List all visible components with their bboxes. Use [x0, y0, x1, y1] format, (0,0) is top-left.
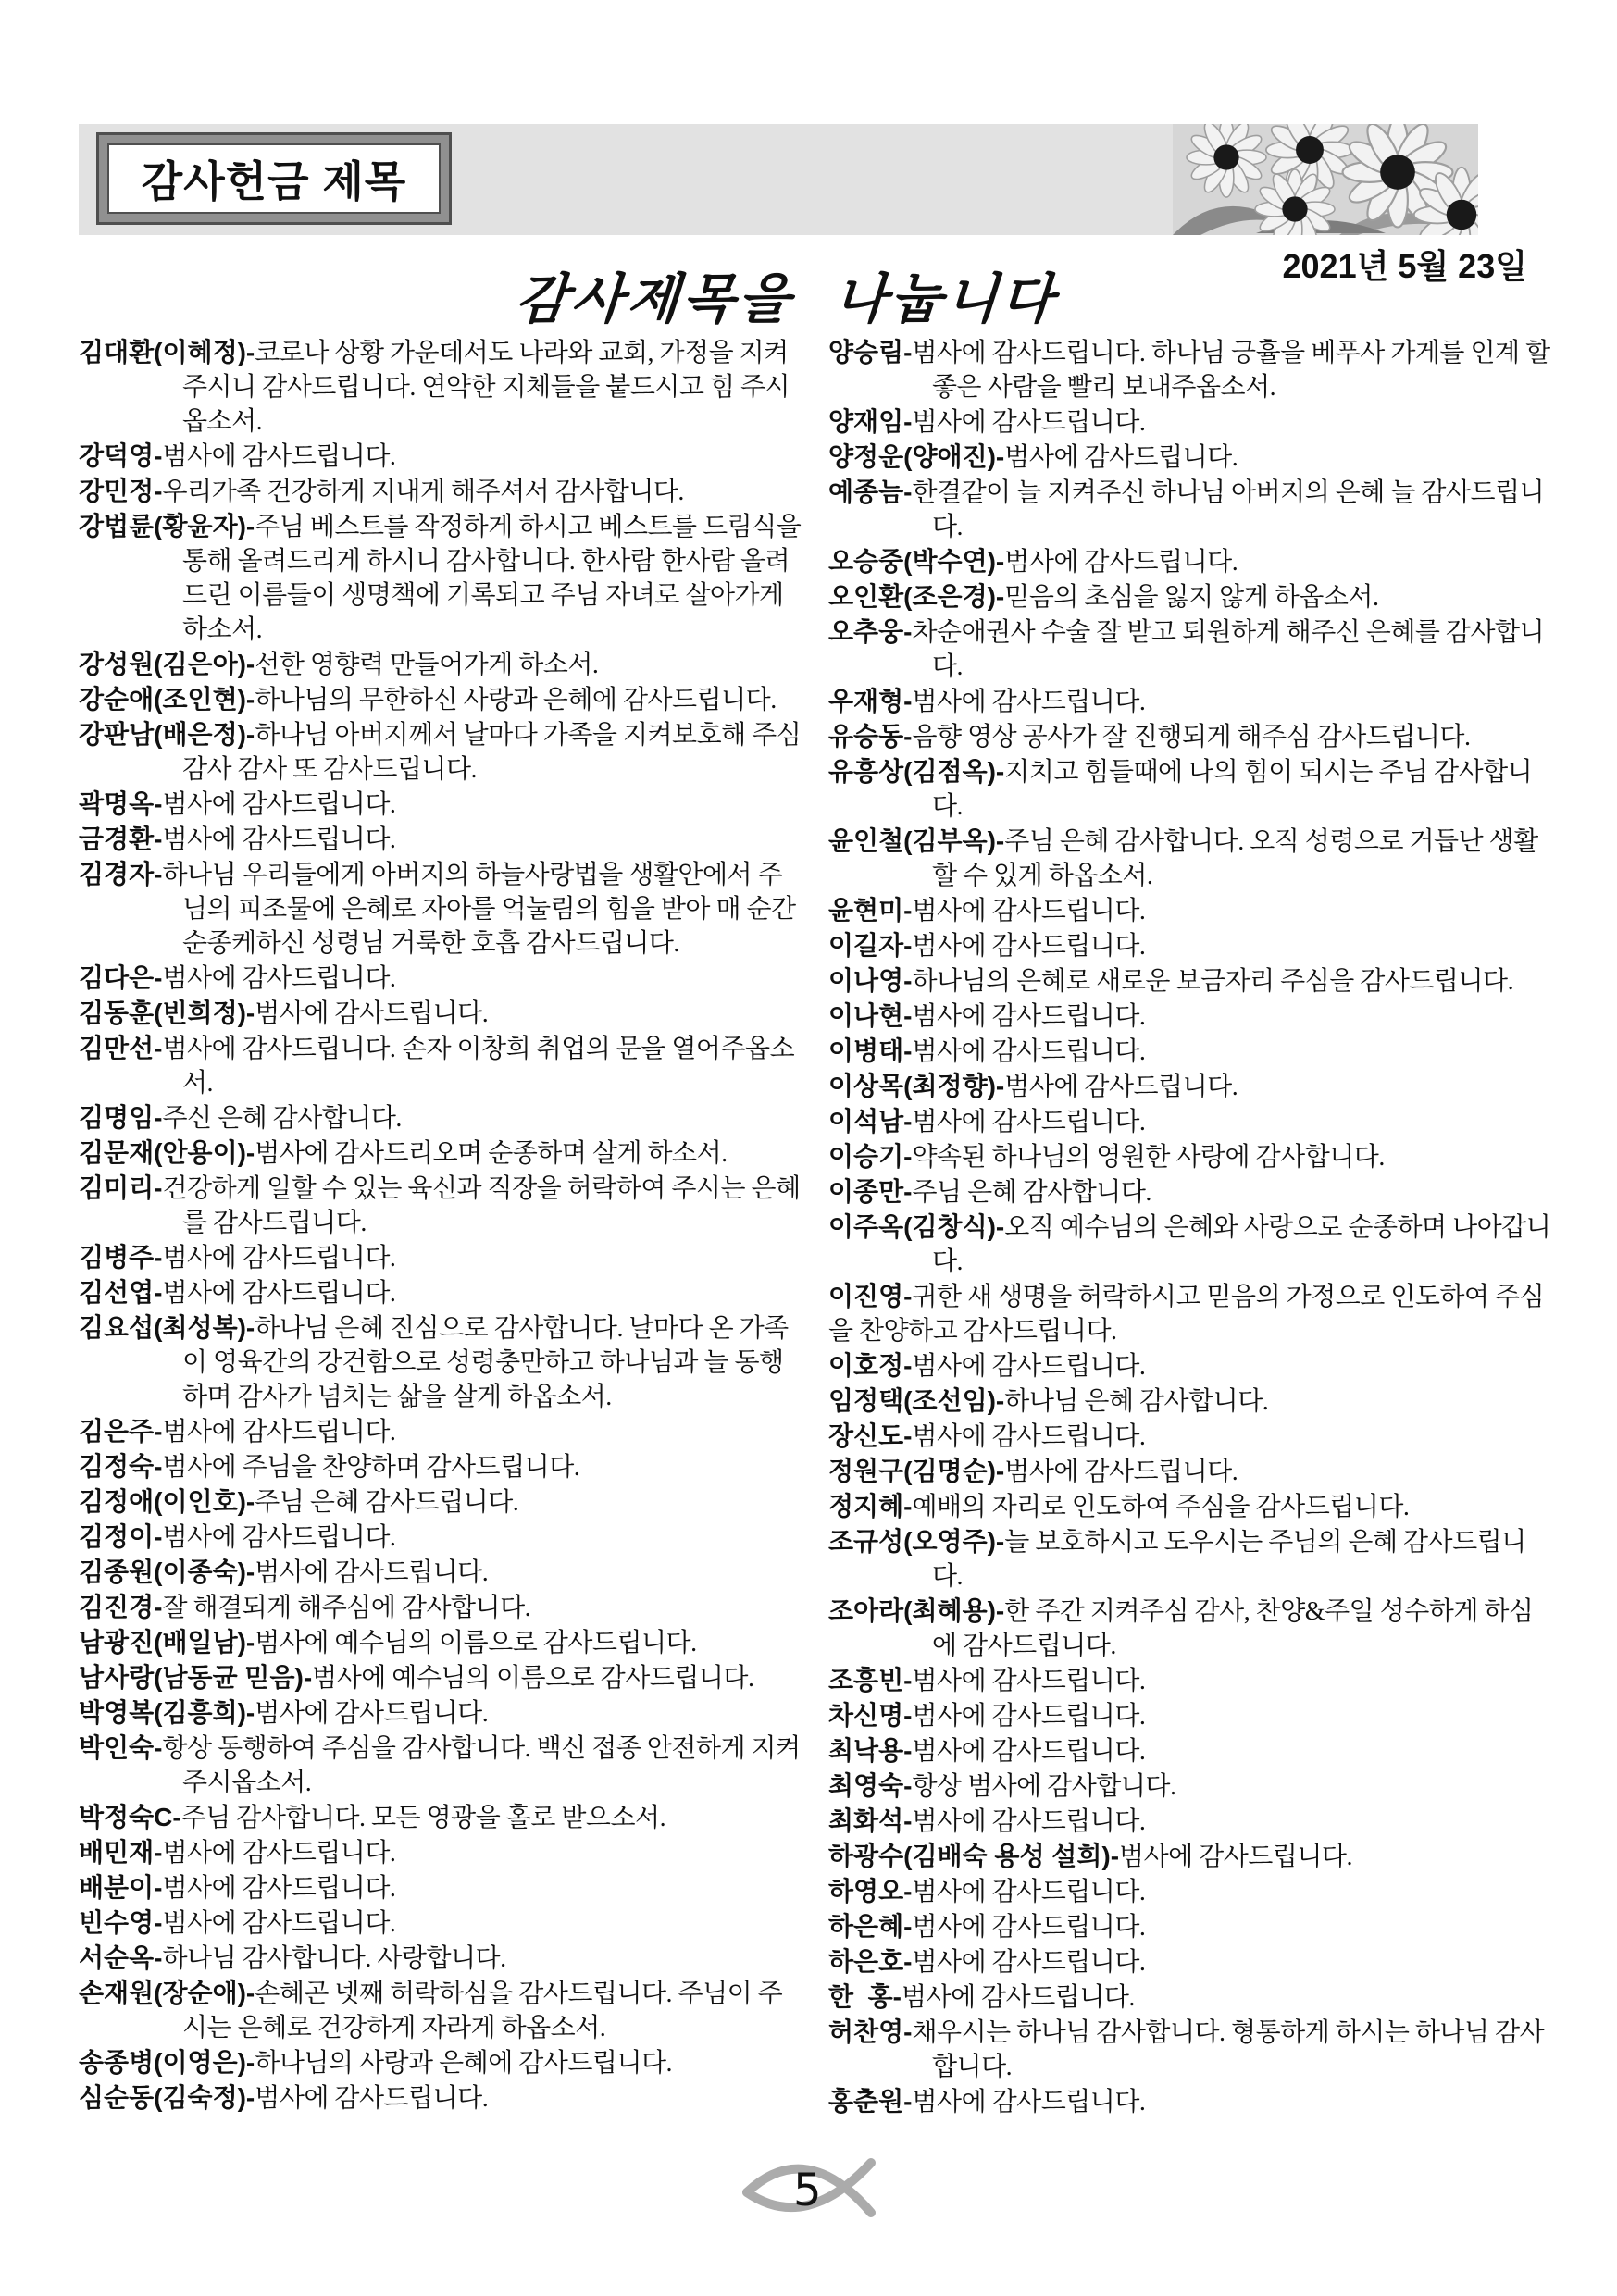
- entry: 양승림-범사에 감사드립니다. 하나님 긍휼을 베푸사 가게를 인계 할 좋은 사람을 빨리 보내주옵소서.: [828, 338, 1557, 402]
- entry-name: 하은호-: [828, 1947, 913, 1976]
- entry-name: 이승기-: [828, 1142, 913, 1171]
- entry: 서순옥-하나님 감사합니다. 사랑합니다.: [79, 1943, 506, 1973]
- entry-name: 남사랑(남동균 믿음)-: [79, 1663, 313, 1692]
- entry-name: 유흥상(김점옥)-: [828, 757, 1005, 786]
- entry: 이석남-범사에 감사드립니다.: [828, 1107, 1146, 1136]
- entry-columns: [79, 335, 1557, 2119]
- entry: 김정애(이인호)-주님 은혜 감사드립니다.: [79, 1487, 519, 1517]
- entry-name: 김병주-: [79, 1243, 163, 1272]
- entry: 예종늠-한결같이 늘 지켜주신 하나님 아버지의 은혜 늘 감사드립니다.: [828, 478, 1545, 541]
- entry: 김문재(안용이)-범사에 감사드리오며 순종하며 살게 하소서.: [79, 1138, 728, 1168]
- entry: 박정숙C-주님 감사합니다. 모든 영광을 홀로 받으소서.: [79, 1803, 666, 1832]
- entry-name: 우재형-: [828, 687, 913, 715]
- entry-name: 오인환(조은경)-: [828, 582, 1005, 611]
- entry: 정원구(김명순)-범사에 감사드립니다.: [828, 1457, 1238, 1486]
- entry: 김만선-범사에 감사드립니다. 손자 이창희 취업의 문을 열어주옵소서.: [79, 1034, 795, 1098]
- entry-name: 홍춘원-: [828, 2087, 913, 2116]
- entry-name: 김진경-: [79, 1593, 163, 1621]
- entry-name: 김요섭(최성복)-: [79, 1313, 255, 1342]
- entry-name: 정원구(김명순)-: [828, 1457, 1005, 1485]
- entry-name: 김정이-: [79, 1522, 163, 1551]
- entry-name: 이길자-: [828, 931, 913, 960]
- entry-name: 김문재(안용이)-: [79, 1138, 255, 1167]
- entry-name: 최화석-: [828, 1806, 913, 1835]
- entry-name: 강판남(배은정)-: [79, 720, 255, 749]
- entry: 장신도-범사에 감사드립니다.: [828, 1421, 1146, 1451]
- entry-name: 최낙용-: [828, 1736, 913, 1765]
- entry: 윤현미-범사에 감사드립니다.: [828, 896, 1146, 925]
- entry: 강성원(김은아)-선한 영향력 만들어가게 하소서.: [79, 650, 599, 679]
- entry: 강순애(조인현)-하나님의 무한하신 사랑과 은혜에 감사드립니다.: [79, 685, 777, 714]
- entry-name: 차신명-: [828, 1701, 913, 1730]
- entry-name: 임정택(조선임)-: [828, 1386, 1005, 1415]
- entry: 송종병(이영은)-하나님의 사랑과 은혜에 감사드립니다.: [79, 2048, 673, 2078]
- entry-name: 김정애(이인호)-: [79, 1487, 255, 1516]
- entry: 한 홍-범사에 감사드립니다.: [828, 1982, 1135, 2012]
- entry-name: 김종원(이종숙)-: [79, 1558, 255, 1586]
- ichthys-fish-icon: [740, 2152, 878, 2228]
- entry: 김명임-주신 은혜 감사합니다.: [79, 1103, 402, 1133]
- entry: 김요섭(최성복)-하나님 은혜 진심으로 감사합니다. 날마다 온 가족이 영육간의 강건함으로 성령충만하고 하나님과 늘 동행하며 감사가 넘치는 삶을 살게 하옵소서.: [79, 1313, 789, 1411]
- issue-date: 2021년 5월 23일: [1282, 247, 1527, 285]
- entry: 이상목(최정향)-범사에 감사드립니다.: [828, 1072, 1238, 1101]
- section-title: 감사헌금 제목: [141, 157, 407, 205]
- entry-name: 김동훈(빈희정)-: [79, 999, 255, 1027]
- entry-name: 송종병(이영은)-: [79, 2048, 255, 2077]
- entry-name: 이호정-: [828, 1351, 913, 1380]
- entry-name: 조아라(최혜용)-: [828, 1596, 1005, 1625]
- entry-name: 김은주-: [79, 1417, 163, 1446]
- entry: 허찬영-채우시는 하나님 감사합니다. 형통하게 하시는 하나님 감사합니다.: [828, 2017, 1545, 2081]
- entry: 하은혜-범사에 감사드립니다.: [828, 1912, 1146, 1942]
- entry: 배민재-범사에 감사드립니다.: [79, 1838, 396, 1868]
- entry-name: 배민재-: [79, 1838, 163, 1867]
- entry-name: 빈수영-: [79, 1908, 163, 1937]
- entry: 박인숙-항상 동행하여 주심을 감사합니다. 백신 접종 안전하게 지켜주시옵소서.: [79, 1733, 801, 1797]
- entry: 최영숙-항상 범사에 감사합니다.: [828, 1771, 1176, 1801]
- entry-name: 강순애(조인현)-: [79, 685, 255, 714]
- entry: 남광진(배일남)-범사에 예수님의 이름으로 감사드립니다.: [79, 1628, 697, 1657]
- entry-name: 오추웅-: [828, 617, 913, 646]
- entry: 양재임-범사에 감사드립니다.: [828, 407, 1146, 437]
- entry: 이병태-범사에 감사드립니다.: [828, 1036, 1146, 1066]
- entry: 강민정-우리가족 건강하게 지내게 해주셔서 감사합니다.: [79, 477, 684, 506]
- entry-name: 김경자-: [79, 860, 163, 888]
- entry-name: 금경환-: [79, 825, 163, 853]
- entry-name: 양승림-: [828, 338, 913, 366]
- page-number: 5: [792, 2165, 822, 2216]
- entry-name: 박영복(김흥희)-: [79, 1698, 255, 1727]
- entry-name: 하광수(김배숙 용성 설희)-: [828, 1842, 1120, 1870]
- entry: 하은호-범사에 감사드립니다.: [828, 1947, 1146, 1977]
- entry: 강덕영-범사에 감사드립니다.: [79, 441, 396, 471]
- entry-name: 이석남-: [828, 1107, 913, 1136]
- entry: 김정이-범사에 감사드립니다.: [79, 1522, 396, 1552]
- entry-name: 윤현미-: [828, 896, 913, 925]
- entry-name: 김다은-: [79, 963, 163, 992]
- entry: 이승기-약속된 하나님의 영원한 사랑에 감사합니다.: [828, 1142, 1385, 1172]
- entry-name: 양재임-: [828, 407, 913, 436]
- entry: 이진영-귀한 새 생명을 허락하시고 믿음의 가정으로 인도하여 주심을 찬양하고 감사드립니다.: [828, 1282, 1545, 1346]
- entry-name: 강덕영-: [79, 441, 163, 470]
- entry: 오승중(박수연)-범사에 감사드립니다.: [828, 547, 1238, 577]
- entry-name: 정지혜-: [828, 1492, 913, 1520]
- entry-name: 배분이-: [79, 1873, 163, 1902]
- entry: 김은주-범사에 감사드립니다.: [79, 1417, 396, 1446]
- entry-name: 조흥빈-: [828, 1666, 913, 1694]
- entry-name: 하은혜-: [828, 1912, 913, 1941]
- entry: 김정숙-범사에 주님을 찬양하며 감사드립니다.: [79, 1452, 580, 1482]
- entry: 조흥빈-범사에 감사드립니다.: [828, 1666, 1146, 1695]
- entry: 금경환-범사에 감사드립니다.: [79, 825, 396, 854]
- entry: 하광수(김배숙 용성 설희)-범사에 감사드립니다.: [828, 1842, 1352, 1871]
- entry-name: 강법륜(황윤자)-: [79, 512, 255, 540]
- entry: 임정택(조선임)-하나님 은혜 감사합니다.: [828, 1386, 1269, 1416]
- entry-name: 김선엽-: [79, 1278, 163, 1307]
- entry-name: 최영숙-: [828, 1771, 913, 1800]
- entry: 김미리-건강하게 일할 수 있는 육신과 직장을 허락하여 주시는 은혜를 감사드립니다.: [79, 1173, 801, 1237]
- page-footer: [0, 2152, 1617, 2228]
- entry: 이나영-하나님의 은혜로 새로운 보금자리 주심을 감사드립니다.: [828, 966, 1514, 996]
- entry: 김동훈(빈희정)-범사에 감사드립니다.: [79, 999, 489, 1028]
- entry: 조규성(오영주)-늘 보호하시고 도우시는 주님의 은혜 감사드립니다.: [828, 1527, 1526, 1591]
- entry-name: 곽명옥-: [79, 789, 163, 818]
- entry-name: 오승중(박수연)-: [828, 547, 1005, 576]
- entry: 최낙용-범사에 감사드립니다.: [828, 1736, 1146, 1766]
- header-banner: [79, 124, 1478, 235]
- sunflower-photo-icon: [1173, 124, 1478, 235]
- entry: 정지혜-예배의 자리로 인도하여 주심을 감사드립니다.: [828, 1492, 1410, 1521]
- entry-name: 이상목(최정향)-: [828, 1072, 1005, 1100]
- entry: 김선엽-범사에 감사드립니다.: [79, 1278, 396, 1308]
- entry: 윤인철(김부옥)-주님 은혜 감사합니다. 오직 성령으로 거듭난 생활 할 수 있게 하옵소서.: [828, 826, 1545, 890]
- entry: 이주옥(김창식)-오직 예수님의 은혜와 사랑으로 순종하며 나아갑니다.: [828, 1212, 1551, 1276]
- page-title: 감사제목을 나눕니다: [514, 267, 1060, 330]
- entry: 곽명옥-범사에 감사드립니다.: [79, 789, 396, 819]
- entry-name: 이나현-: [828, 1001, 913, 1030]
- entry-name: 김정숙-: [79, 1452, 163, 1481]
- entry: 오추웅-차순애권사 수술 잘 받고 퇴원하게 해주신 은혜를 감사합니다.: [828, 617, 1545, 681]
- entry-name: 예종늠-: [828, 478, 913, 506]
- entry-name: 김명임-: [79, 1103, 163, 1132]
- entry-name: 이주옥(김창식)-: [828, 1212, 1005, 1241]
- entry: 홍춘원-범사에 감사드립니다.: [828, 2087, 1146, 2116]
- entry: 김다은-범사에 감사드립니다.: [79, 963, 396, 993]
- entry: 손재원(장순애)-손혜곤 넷째 허락하심을 감사드립니다. 주님이 주시는 은혜로 건강하게 자라게 하옵소서.: [79, 1979, 783, 2042]
- entry-name: 이나영-: [828, 966, 913, 995]
- entry-name: 이진영-: [828, 1282, 913, 1310]
- entry-name: 하영오-: [828, 1877, 913, 1905]
- entry-name: 김미리-: [79, 1173, 163, 1202]
- entry-name: 김만선-: [79, 1034, 163, 1062]
- entry: 김종원(이종숙)-범사에 감사드립니다.: [79, 1558, 489, 1587]
- entry-name: 한 홍-: [828, 1982, 902, 2011]
- entry: 이호정-범사에 감사드립니다.: [828, 1351, 1146, 1381]
- entry-name: 윤인철(김부옥)-: [828, 826, 1005, 855]
- entry-name: 강민정-: [79, 477, 163, 505]
- entry: 이나현-범사에 감사드립니다.: [828, 1001, 1146, 1031]
- entry-name: 장신도-: [828, 1421, 913, 1450]
- entry-name: 심순동(김숙정)-: [79, 2083, 255, 2112]
- entry: 하영오-범사에 감사드립니다.: [828, 1877, 1146, 1906]
- entry: 최화석-범사에 감사드립니다.: [828, 1806, 1146, 1836]
- entry-name: 조규성(오영주)-: [828, 1527, 1005, 1556]
- entry-name: 이병태-: [828, 1036, 913, 1065]
- entry-name: 강성원(김은아)-: [79, 650, 255, 678]
- entry: 김경자-하나님 우리들에게 아버지의 하늘사랑법을 생활안에서 주님의 피조물에 은혜로 자아를 억눌림의 힘을 받아 매 순간 순종케하신 성령님 거룩한 호흡 감사드립니다.: [79, 860, 802, 958]
- entry-name: 손재원(장순애)-: [79, 1979, 255, 2007]
- entry-name: 박정숙C-: [79, 1803, 181, 1831]
- entry: 강법륜(황윤자)-주님 베스트를 작정하게 하시고 베스트를 드림식을 통해 올려드리게 하시니 감사합니다. 한사람 한사람 올려드린 이름들이 생명책에 기록되고 주님 자녀로 살아가게 하소서.: [79, 512, 807, 644]
- entry: 조아라(최혜용)-한 주간 지켜주심 감사, 찬양&주일 성수하게 하심에 감사드립니다.: [828, 1596, 1534, 1660]
- section-title-box: [99, 135, 449, 222]
- entry: 배분이-범사에 감사드립니다.: [79, 1873, 396, 1903]
- column-right: [828, 335, 1557, 2119]
- entry: 김병주-범사에 감사드립니다.: [79, 1243, 396, 1272]
- entry-name: 유승동-: [828, 722, 913, 751]
- entry: 빈수영-범사에 감사드립니다.: [79, 1908, 396, 1938]
- entry: 오인환(조은경)-믿음의 초심을 잃지 않게 하옵소서.: [828, 582, 1379, 612]
- entry: 양정운(양애진)-범사에 감사드립니다.: [828, 442, 1238, 472]
- entry: 박영복(김흥희)-범사에 감사드립니다.: [79, 1698, 489, 1728]
- entry: 김대환(이혜정)-코로나 상황 가운데서도 나라와 교회, 가정을 지켜주시니 감사드립니다. 연약한 지체들을 붙드시고 힘 주시옵소서.: [79, 338, 790, 436]
- entry-name: 김대환(이혜정)-: [79, 338, 255, 366]
- entry: 심순동(김숙정)-범사에 감사드립니다.: [79, 2083, 489, 2113]
- entry: 이길자-범사에 감사드립니다.: [828, 931, 1146, 961]
- entry: 이종만-주님 은혜 감사합니다.: [828, 1177, 1151, 1207]
- entry: 차신명-범사에 감사드립니다.: [828, 1701, 1146, 1731]
- entry: 유흥상(김점옥)-지치고 힘들때에 나의 힘이 되시는 주님 감사합니다.: [828, 757, 1533, 821]
- entry-name: 박인숙-: [79, 1733, 163, 1762]
- entry: 강판남(배은정)-하나님 아버지께서 날마다 가족을 지켜보호해 주심 감사 감사 또 감사드립니다.: [79, 720, 807, 784]
- entry-name: 양정운(양애진)-: [828, 442, 1005, 471]
- entry: 우재형-범사에 감사드립니다.: [828, 687, 1146, 716]
- entry-name: 허찬영-: [828, 2017, 913, 2046]
- entry-name: 남광진(배일남)-: [79, 1628, 255, 1657]
- entry: 유승동-음향 영상 공사가 잘 진행되게 해주심 감사드립니다.: [828, 722, 1471, 751]
- entry: 남사랑(남동균 믿음)-범사에 예수님의 이름으로 감사드립니다.: [79, 1663, 754, 1693]
- entry-name: 서순옥-: [79, 1943, 163, 1972]
- entry: 김진경-잘 해결되게 해주심에 감사합니다.: [79, 1593, 531, 1622]
- entry-name: 이종만-: [828, 1177, 913, 1206]
- column-left: [79, 335, 807, 2119]
